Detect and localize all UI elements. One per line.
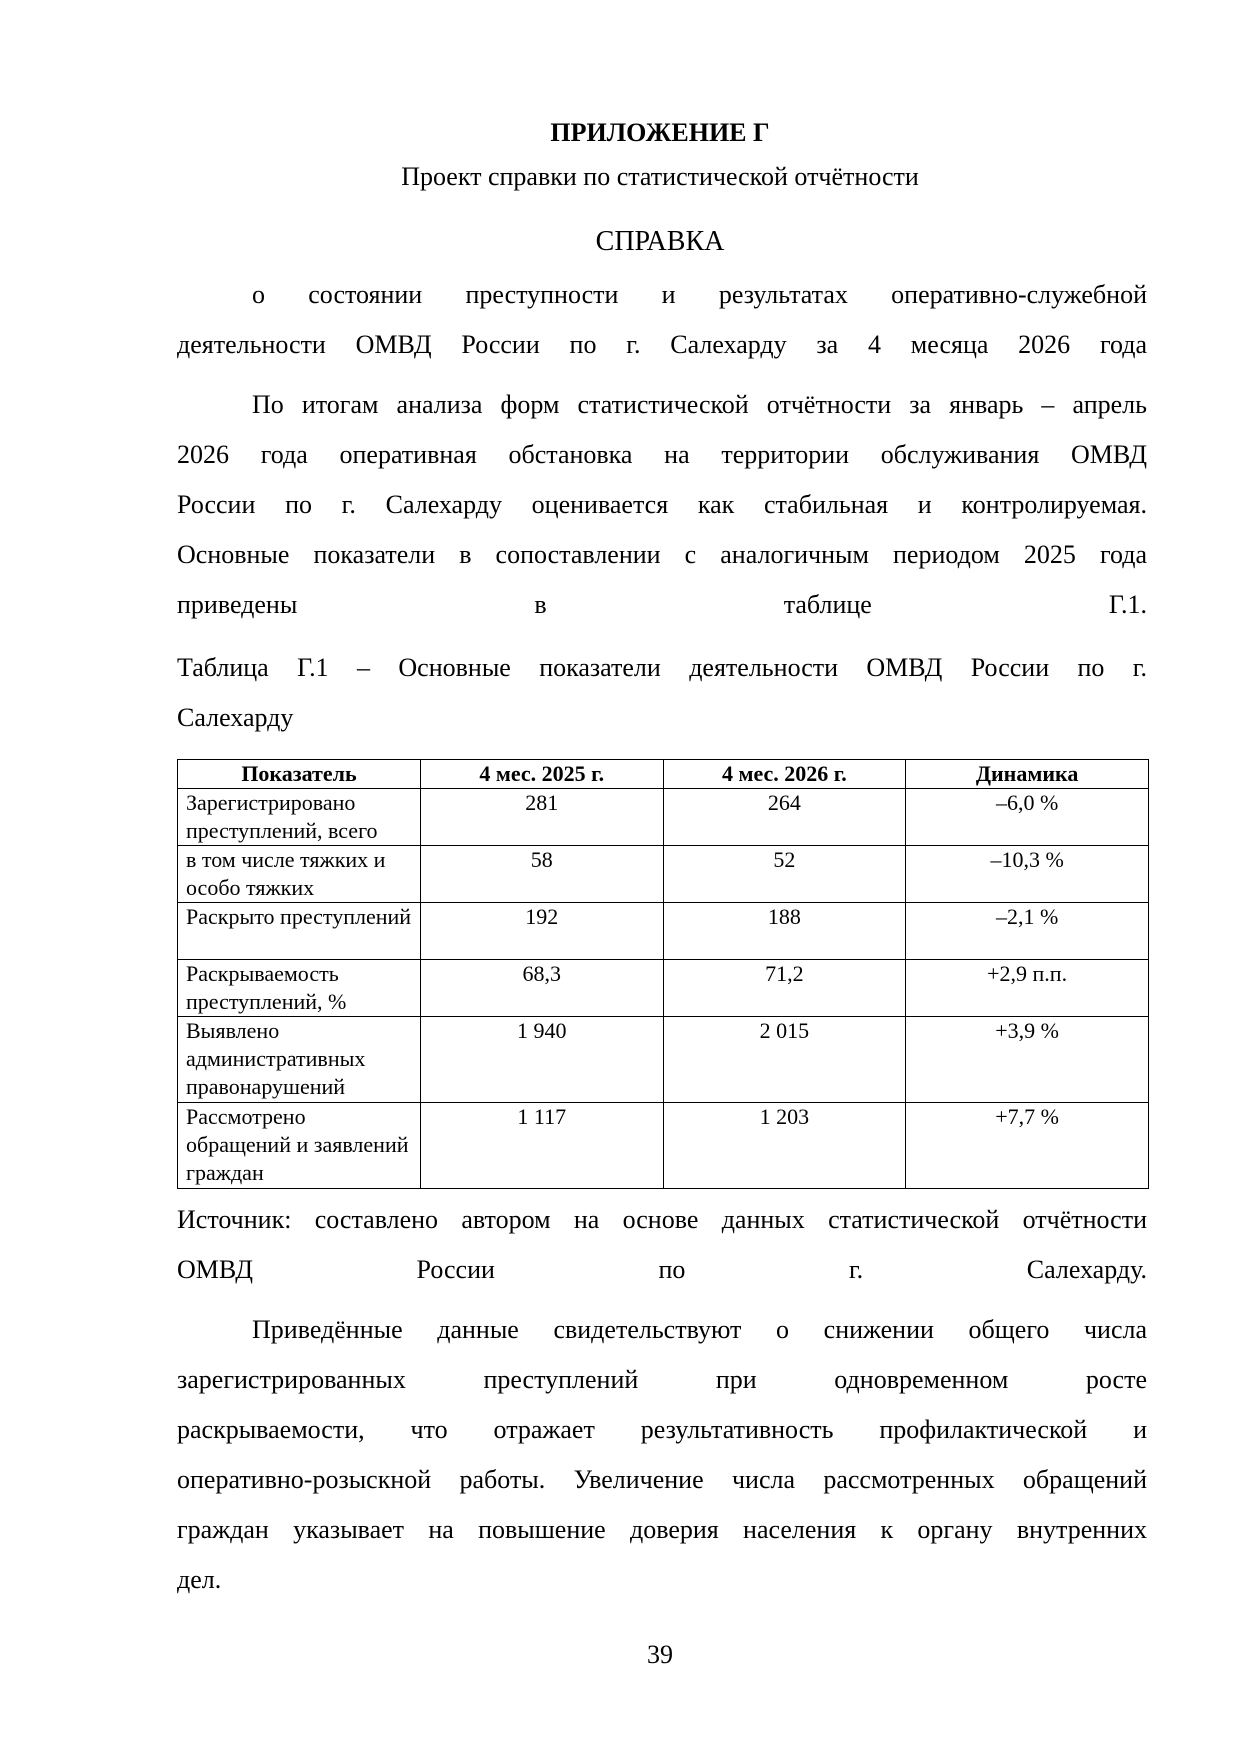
table-source-note [177, 1195, 1147, 1295]
appendix-title: ПРИЛОЖЕНИЕ Г [550, 118, 770, 147]
dynamics-value: –2,1 % [906, 903, 1149, 960]
caption-line: Таблица Г.1 – Основные показатели деятельности ОМВД России по г. [177, 653, 1147, 682]
paragraph-line: раскрываемости, что отражает результативность профилактической и [177, 1415, 1147, 1444]
column-header: Показатель [178, 760, 421, 789]
heading-description [177, 270, 1147, 370]
caption-line: Салехарду [177, 703, 294, 732]
value-2026: 1 203 [663, 1103, 906, 1189]
table-row [178, 960, 1149, 1017]
source-line: Источник: составлено автором на основе данных статистической отчётности [177, 1205, 1147, 1234]
value-2025: 192 [420, 903, 663, 960]
value-2026: 264 [663, 789, 906, 846]
row-label: в том числе тяжких и особо тяжких [178, 846, 421, 903]
paragraph-line: зарегистрированных преступлений при одновременном росте [177, 1365, 1147, 1394]
row-label: Раскрываемость преступлений, % [178, 960, 421, 1017]
table-row [178, 903, 1149, 960]
row-label: Зарегистрировано преступлений, всего [178, 789, 421, 846]
paragraph-line: дел. [177, 1565, 222, 1594]
table-caption [177, 643, 1147, 743]
paragraph-line: приведены в таблице Г.1. [177, 590, 1147, 619]
value-2025: 1 940 [420, 1017, 663, 1103]
row-label: Раскрыто преступлений [178, 903, 421, 960]
paragraph-line: Основные показатели в сопоставлении с аналогичным периодом 2025 года [177, 540, 1147, 569]
table-row [178, 846, 1149, 903]
table-row [178, 1017, 1149, 1103]
dynamics-value: +2,9 п.п. [906, 960, 1149, 1017]
page-number: 39 [647, 1640, 673, 1669]
document-heading: СПРАВКА [595, 226, 725, 257]
value-2026: 71,2 [663, 960, 906, 1017]
appendix-subtitle: Проект справки по статистической отчётности [401, 162, 919, 191]
heading-line: о состоянии преступности и результатах оперативно-служебной [252, 280, 1147, 309]
heading-line: деятельности ОМВД России по г. Салехарду за 4 месяца 2026 года [177, 330, 1147, 359]
row-label: Выявлено административных правонарушений [178, 1017, 421, 1103]
table-row [178, 789, 1149, 846]
value-2025: 58 [420, 846, 663, 903]
paragraph-conclusion [177, 1305, 1147, 1605]
statistics-table [177, 759, 1149, 1189]
value-2025: 281 [420, 789, 663, 846]
paragraph-line: По итогам анализа форм статистической отчётности за январь – апрель [252, 390, 1147, 419]
value-2025: 1 117 [420, 1103, 663, 1189]
value-2026: 52 [663, 846, 906, 903]
paragraph-line: оперативно-розыскной работы. Увеличение числа рассмотренных обращений [177, 1465, 1147, 1494]
source-line: ОМВД России по г. Салехарду. [177, 1255, 1147, 1284]
row-label: Рассмотрено обращений и заявлений граждан [178, 1103, 421, 1189]
paragraph-line: России по г. Салехарду оценивается как стабильная и контролируемая. [177, 490, 1147, 519]
dynamics-value: +7,7 % [906, 1103, 1149, 1189]
value-2026: 2 015 [663, 1017, 906, 1103]
table-header-row [178, 760, 1149, 789]
table-row [178, 1103, 1149, 1189]
column-header: 4 мес. 2025 г. [420, 760, 663, 789]
paragraph-intro [177, 380, 1147, 630]
column-header: 4 мес. 2026 г. [663, 760, 906, 789]
dynamics-value: –6,0 % [906, 789, 1149, 846]
dynamics-value: –10,3 % [906, 846, 1149, 903]
paragraph-line: 2026 года оперативная обстановка на территории обслуживания ОМВД [177, 440, 1147, 469]
column-header: Динамика [906, 760, 1149, 789]
paragraph-line: граждан указывает на повышение доверия населения к органу внутренних [177, 1515, 1147, 1544]
value-2025: 68,3 [420, 960, 663, 1017]
value-2026: 188 [663, 903, 906, 960]
dynamics-value: +3,9 % [906, 1017, 1149, 1103]
paragraph-line: Приведённые данные свидетельствуют о снижении общего числа [252, 1315, 1147, 1344]
